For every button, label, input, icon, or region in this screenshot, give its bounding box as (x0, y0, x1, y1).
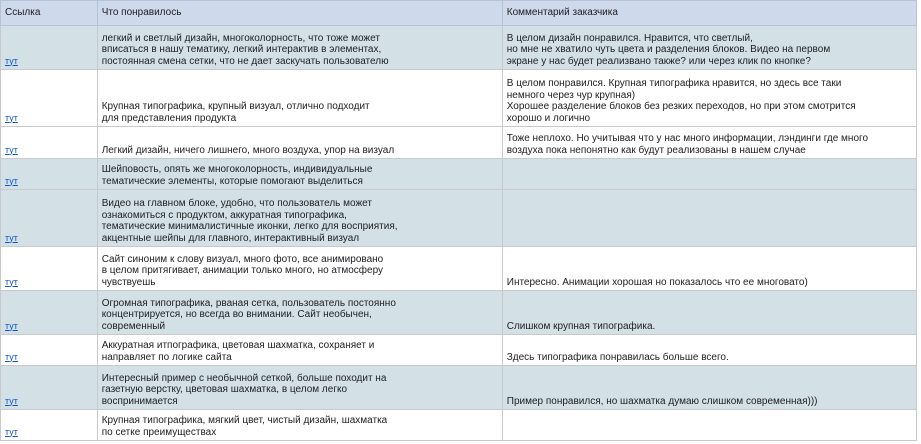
cell-liked[interactable]: Аккуратная итпографика, цветовая шахматка, сохраняет и направляет по логике сайта (97, 335, 502, 366)
table-row (1, 291, 917, 335)
cell-link[interactable] (1, 127, 98, 159)
header-cell-comment[interactable]: Комментарий заказчика (502, 1, 916, 26)
row-link[interactable]: тут (5, 351, 18, 362)
cell-comment[interactable]: В целом понравился. Крупная типографика нравится, но здесь все таки немного через чур крупная) Хорошее разделение блоков без резких переходов, но при этом смотрится хорошо и логично (502, 70, 916, 127)
cell-link[interactable] (1, 366, 98, 410)
row-link[interactable]: тут (5, 175, 18, 186)
cell-comment[interactable]: Пример понравился, но шахматка думаю слишком современная))) (502, 366, 916, 410)
cell-link[interactable] (1, 70, 98, 127)
table-row (1, 190, 917, 247)
cell-link[interactable] (1, 247, 98, 291)
table-row (1, 26, 917, 70)
cell-comment[interactable]: В целом дизайн понравился. Нравится, что светлый, но мне не хватило чуть цвета и разделения блоков. Видео на первом экране у нас будет реализвано также? или через клик по кнопке? (502, 26, 916, 70)
cell-comment[interactable]: Слишком крупная типографика. (502, 291, 916, 335)
header-row (1, 1, 917, 26)
cell-liked[interactable]: Легкий дизайн, ничего лишнего, много воздуха, упор на визуал (97, 127, 502, 159)
cell-link[interactable] (1, 26, 98, 70)
cell-link[interactable] (1, 291, 98, 335)
row-link[interactable]: тут (5, 232, 18, 243)
cell-liked[interactable]: легкий и светлый дизайн, многоколорность, что тоже может вписаться в нашу тематику, легкий интерактив в элементах, постоянная смена сетки, что не дает заскучать пользователю (97, 26, 502, 70)
row-link[interactable]: тут (5, 395, 18, 406)
table-row (1, 335, 917, 366)
row-link[interactable]: тут (5, 144, 18, 155)
cell-comment[interactable]: Интересно. Анимации хорошая но показалось что ее многовато) (502, 247, 916, 291)
table-row (1, 127, 917, 159)
table-row (1, 410, 917, 441)
cell-link[interactable] (1, 335, 98, 366)
cell-comment[interactable] (502, 410, 916, 441)
row-link[interactable]: тут (5, 426, 18, 437)
cell-liked[interactable]: Крупная типографика, мягкий цвет, чистый дизайн, шахматка по сетке преимуществах (97, 410, 502, 441)
cell-comment[interactable] (502, 190, 916, 247)
cell-liked[interactable]: Крупная типографика, крупный визуал, отлично подходит для представления продукта (97, 70, 502, 127)
cell-link[interactable] (1, 190, 98, 247)
table-row (1, 159, 917, 190)
cell-liked[interactable]: Шейповость, опять же многоколорность, индивидуальные тематические элементы, которые помогают выделиться (97, 159, 502, 190)
cell-liked[interactable]: Интересный пример с необычной сеткой, больше походит на газетную верстку, цветовая шахматка, в целом легко воспринимается (97, 366, 502, 410)
header-cell-link[interactable]: Ссылка (1, 1, 98, 26)
cell-link[interactable] (1, 410, 98, 441)
table-row (1, 366, 917, 410)
table-row (1, 70, 917, 127)
cell-liked[interactable]: Сайт синоним к слову визуал, много фото, все анимировано в целом притягивает, анимации только много, но атмосферу чувствуешь (97, 247, 502, 291)
cell-liked[interactable]: Видео на главном блоке, удобно, что пользователь может ознакомиться с продуктом, аккуратная типографика, тематические минималистичные иконки, легко для восприятия, акцентные шейпы для главного, интерактивный визуал (97, 190, 502, 247)
row-link[interactable]: тут (5, 55, 18, 66)
cell-liked[interactable]: Огромная типографика, рваная сетка, пользователь постоянно концентрируется, но всегда во внимании. Сайт необычен, современный (97, 291, 502, 335)
cell-comment[interactable]: Здесь типографика понравилась больше всего. (502, 335, 916, 366)
header-cell-liked[interactable]: Что понравилось (97, 1, 502, 26)
cell-link[interactable] (1, 159, 98, 190)
row-link[interactable]: тут (5, 112, 18, 123)
cell-comment[interactable]: Тоже неплохо. Но учитывая что у нас много информации, лэндинги где много воздуха пока непонятно как будут реализованы в нашем случае (502, 127, 916, 159)
row-link[interactable]: тут (5, 320, 18, 331)
row-link[interactable]: тут (5, 276, 18, 287)
table-row (1, 247, 917, 291)
cell-comment[interactable] (502, 159, 916, 190)
